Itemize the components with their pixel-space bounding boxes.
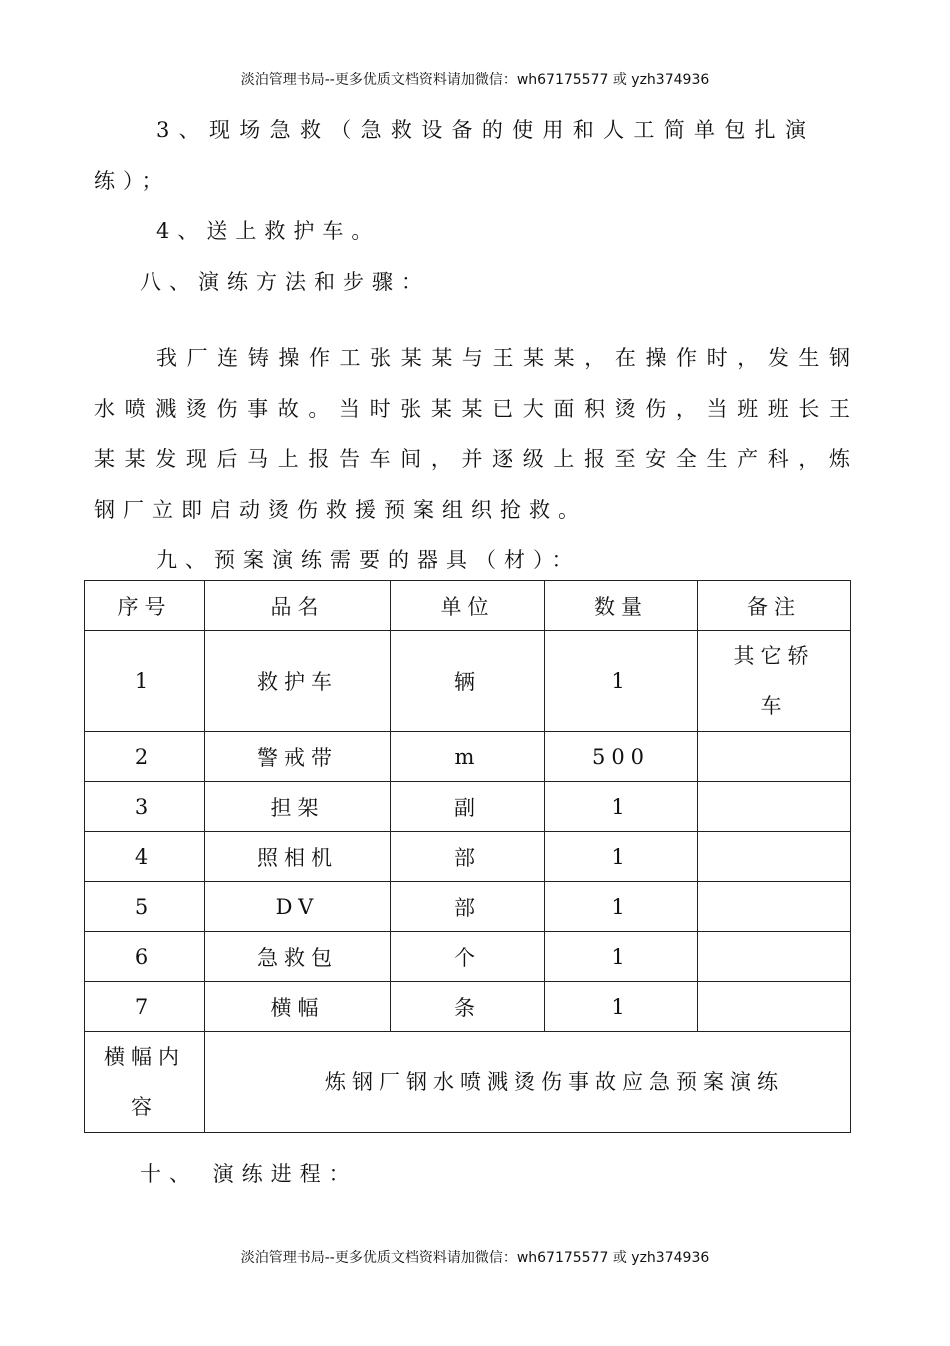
table-row <box>85 932 851 982</box>
row-number: 1 <box>85 631 205 732</box>
item-name: 急救包 <box>205 932 391 982</box>
header-cell: 备注 <box>698 581 851 631</box>
item-unit: 个 <box>391 932 545 982</box>
table-row <box>85 982 851 1032</box>
section-8-heading: 八、演练方法和步骤： <box>140 270 430 294</box>
item-unit: 部 <box>391 832 545 882</box>
item-unit: 副 <box>391 782 545 832</box>
item-note <box>698 932 851 982</box>
header-cell: 数量 <box>545 581 698 631</box>
table-row <box>85 832 851 882</box>
item-name: 担架 <box>205 782 391 832</box>
item-name: 救护车 <box>205 631 391 732</box>
row-number: 7 <box>85 982 205 1032</box>
table-row <box>85 631 851 732</box>
row-number: 2 <box>85 732 205 782</box>
banner-row <box>85 1032 851 1133</box>
equipment-table <box>84 580 851 1133</box>
item-unit: 部 <box>391 882 545 932</box>
item-quantity: 1 <box>545 882 698 932</box>
item-note-line2: 车 <box>760 694 788 718</box>
table-row <box>85 732 851 782</box>
item-quantity: 1 <box>545 631 698 732</box>
section-10-heading: 十、 演练进程： <box>140 1162 358 1186</box>
item-unit: m <box>391 732 545 782</box>
item-name: 照相机 <box>205 832 391 882</box>
row-number: 4 <box>85 832 205 882</box>
item-quantity: 1 <box>545 782 698 832</box>
item-name: 警戒带 <box>205 732 391 782</box>
section-8-para-line2: 水喷溅烫伤事故。当时张某某已大面积烫伤，当班班长王 <box>94 397 850 421</box>
item-quantity: 1 <box>545 832 698 882</box>
page-header: 淡泊管理书局--更多优质文档资料请加微信：wh67175577 或 yzh374936 <box>240 72 710 88</box>
header-cell: 单位 <box>391 581 545 631</box>
item-quantity: 500 <box>545 732 698 782</box>
section-8-para-line1: 我厂连铸操作工张某某与王某某，在操作时，发生钢 <box>156 346 850 370</box>
section-8-para-line3: 某某发现后马上报告车间，并逐级上报至安全生产科，炼 <box>94 447 850 471</box>
step-3-line2: 练）； <box>94 169 171 193</box>
row-number: 5 <box>85 882 205 932</box>
item-note <box>698 782 851 832</box>
item-note <box>698 732 851 782</box>
table-row <box>85 782 851 832</box>
row-number: 3 <box>85 782 205 832</box>
section-9-heading: 九、预案演练需要的器具（材）： <box>156 548 581 572</box>
step-3-line1: 3、现场急救（急救设备的使用和人工简单包扎演 <box>156 118 806 142</box>
banner-text: 炼钢厂钢水喷溅烫伤事故应急预案演练 <box>325 1070 784 1094</box>
banner-content <box>205 1032 851 1133</box>
banner-label <box>85 1032 205 1133</box>
item-unit: 辆 <box>391 631 545 732</box>
header-cell: 序号 <box>85 581 205 631</box>
item-name: 横幅 <box>205 982 391 1032</box>
item-quantity: 1 <box>545 932 698 982</box>
banner-label-line1: 横幅内 <box>104 1045 185 1069</box>
item-note <box>698 631 851 732</box>
item-quantity: 1 <box>545 982 698 1032</box>
step-4: 4、送上救护车。 <box>156 219 381 243</box>
banner-label-line2: 容 <box>131 1095 158 1119</box>
page-footer: 淡泊管理书局--更多优质文档资料请加微信：wh67175577 或 yzh374936 <box>240 1250 710 1266</box>
header-cell: 品名 <box>205 581 391 631</box>
item-note <box>698 982 851 1032</box>
item-note <box>698 882 851 932</box>
item-unit: 条 <box>391 982 545 1032</box>
row-number: 6 <box>85 932 205 982</box>
table-row <box>85 882 851 932</box>
item-name: DV <box>205 882 391 932</box>
item-note <box>698 832 851 882</box>
section-8-para-line4: 钢厂立即启动烫伤救援预案组织抢救。 <box>94 498 587 522</box>
table-header-row <box>85 581 851 631</box>
item-note-line1: 其它轿 <box>733 644 815 668</box>
